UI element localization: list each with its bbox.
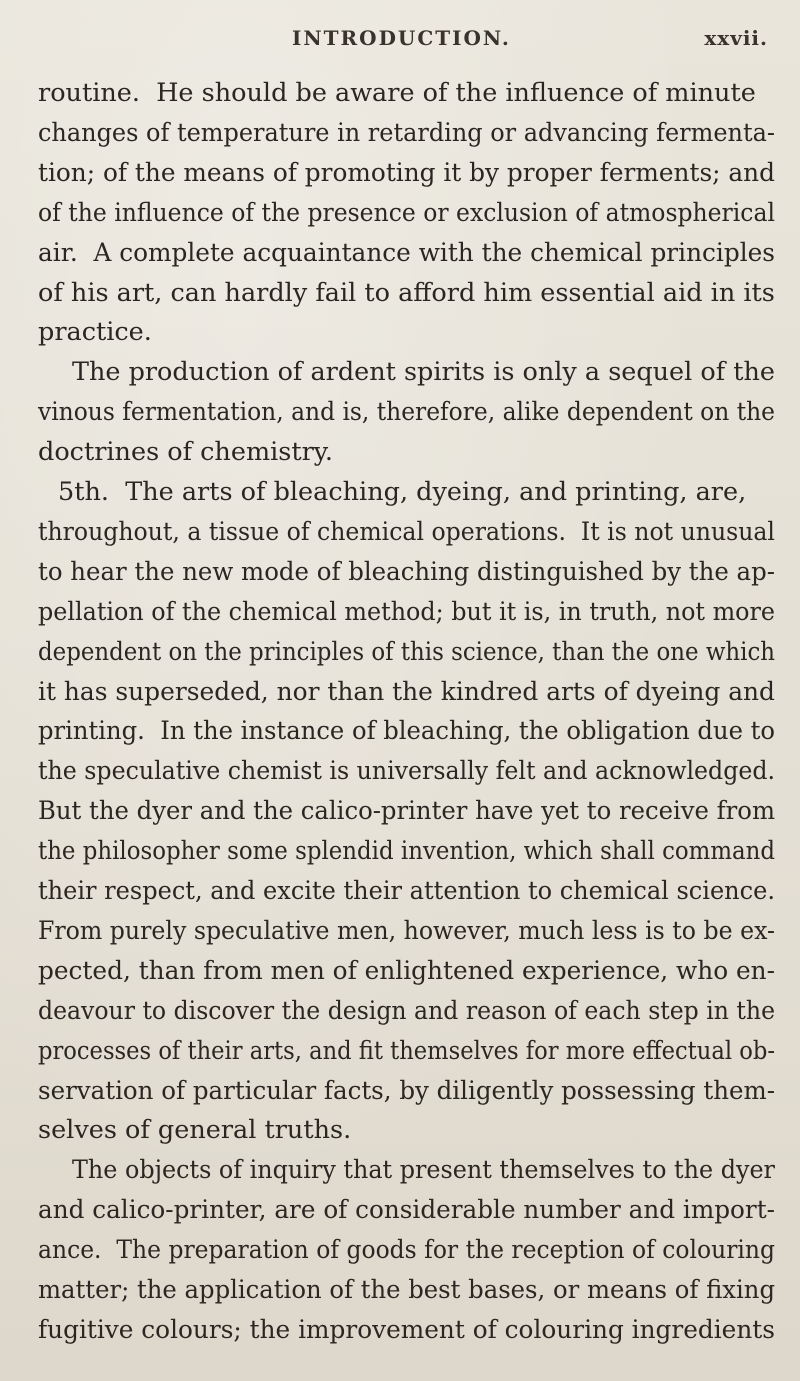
text-line: printing. In the instance of bleaching, the obligation due to xyxy=(38,716,776,746)
page-number: xxvii. xyxy=(704,26,768,50)
text-line: dependent on the principles of this science, than the one which xyxy=(38,637,776,667)
text-line: routine. He should be aware of the influence of minute xyxy=(38,78,756,108)
text-line: vinous fermentation, and is, therefore, alike dependent on the xyxy=(38,397,775,427)
text-line: But the dyer and the calico-printer have yet to receive from xyxy=(38,796,776,826)
text-line: doctrines of chemistry. xyxy=(38,437,333,467)
text-line: their respect, and excite their attention to chemical science. xyxy=(38,876,775,906)
running-title: INTRODUCTION. xyxy=(292,26,511,50)
text-line: The production of ardent spirits is only a sequel of the xyxy=(72,357,775,387)
text-line: and calico-printer, are of considerable number and import- xyxy=(38,1195,775,1225)
text-line: From purely speculative men, however, much less is to be ex- xyxy=(38,916,776,946)
text-line: The objects of inquiry that present themselves to the dyer xyxy=(72,1155,775,1185)
text-line: matter; the application of the best bases, or means of fixing xyxy=(38,1275,776,1305)
text-line: pellation of the chemical method; but it is, in truth, not more xyxy=(38,597,776,627)
text-line: processes of their arts, and fit themselves for more effectual ob- xyxy=(38,1036,775,1066)
text-line: changes of temperature in retarding or advancing fermenta- xyxy=(38,118,775,148)
running-head xyxy=(0,26,800,56)
text-line: air. A complete acquaintance with the chemical principles xyxy=(38,238,776,268)
text-line: of the influence of the presence or exclusion of atmospherical xyxy=(38,198,775,228)
text-line: 5th. The arts of bleaching, dyeing, and printing, are, xyxy=(58,477,747,507)
text-line: deavour to discover the design and reason of each step in the xyxy=(38,996,776,1026)
text-line: ance. The preparation of goods for the reception of colouring xyxy=(38,1235,776,1265)
text-line: the speculative chemist is universally felt and acknowledged. xyxy=(38,756,776,786)
text-line: tion; of the means of promoting it by proper ferments; and xyxy=(38,158,775,188)
text-line: throughout, a tissue of chemical operations. It is not unusual xyxy=(38,517,775,547)
text-line: it has superseded, nor than the kindred arts of dyeing and xyxy=(38,677,775,707)
text-line: pected, than from men of enlightened experience, who en- xyxy=(38,956,776,986)
text-line: servation of particular facts, by diligently possessing them- xyxy=(38,1076,776,1106)
text-line: practice. xyxy=(38,317,152,347)
text-line: selves of general truths. xyxy=(38,1115,352,1145)
text-line: of his art, can hardly fail to afford him essential aid in its xyxy=(38,278,775,308)
text-line: to hear the new mode of bleaching distinguished by the ap- xyxy=(38,557,776,587)
text-line: fugitive colours; the improvement of colouring ingredients xyxy=(38,1315,775,1345)
text-line: the philosopher some splendid invention, which shall command xyxy=(38,836,776,866)
